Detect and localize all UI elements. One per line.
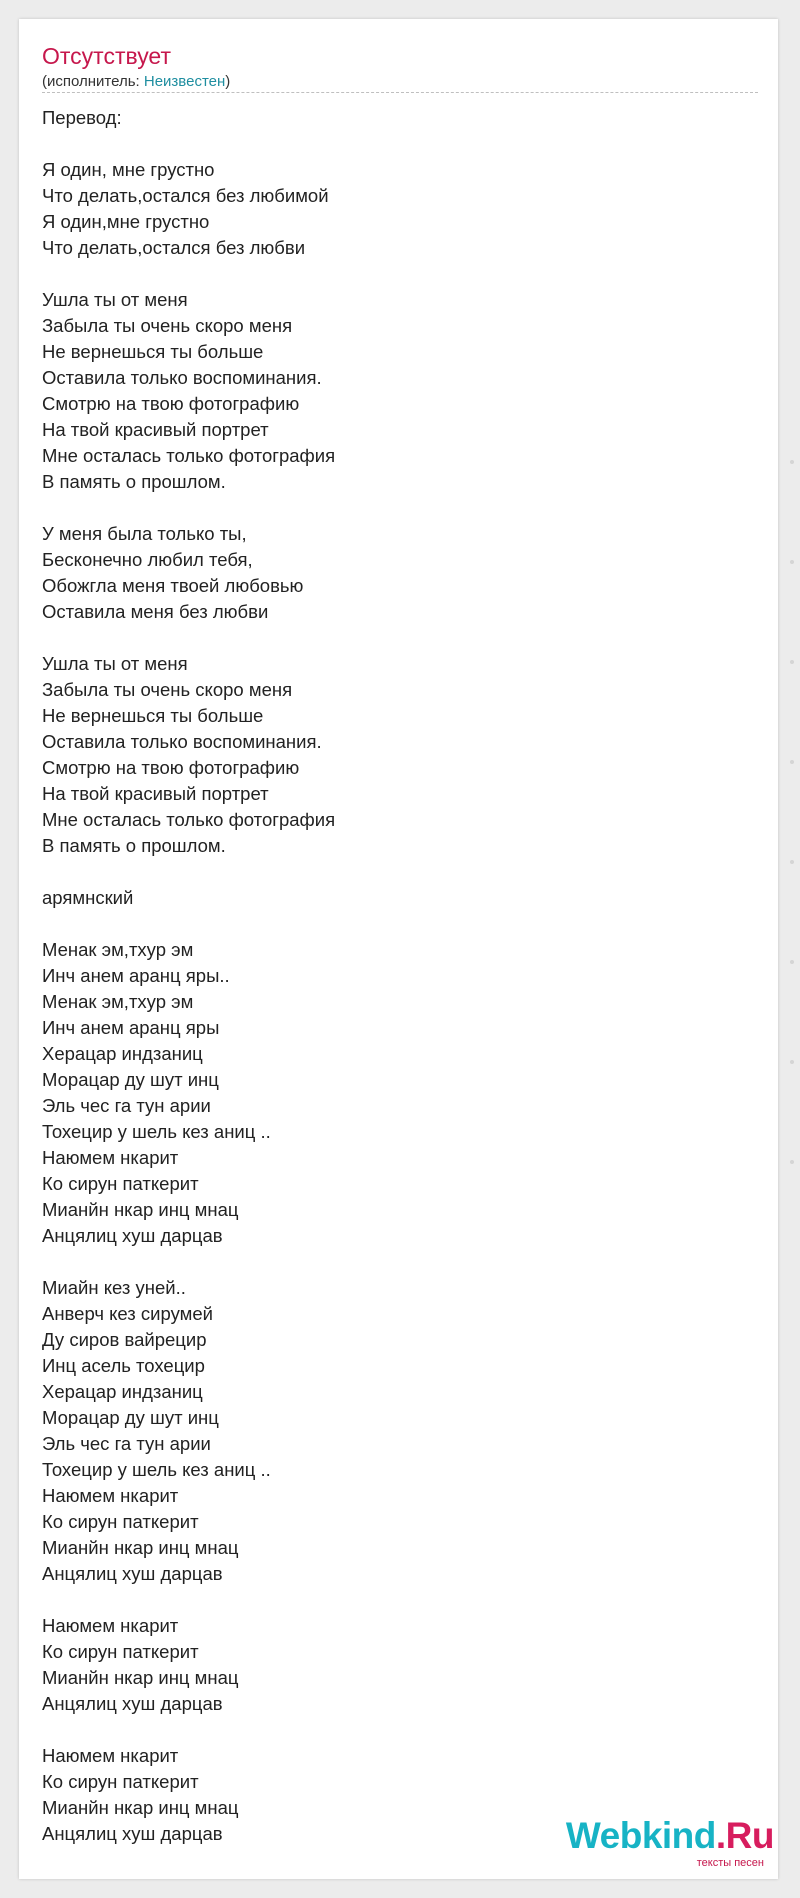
lyrics-text <box>42 105 742 1847</box>
lyric-line <box>42 911 742 937</box>
lyric-line: Наюмем нкарит <box>42 1485 179 1506</box>
lyric-line: Оставила только воспоминания. <box>42 367 322 388</box>
lyric-line: Ко сирун паткерит <box>42 1173 199 1194</box>
lyric-line: Анверч кез сирумей <box>42 1303 213 1324</box>
lyric-line: Мианйн нкар инц мнац <box>42 1667 239 1688</box>
lyric-line: Я один, мне грустно <box>42 159 215 180</box>
lyric-line: Смотрю на твою фотографию <box>42 757 300 778</box>
lyric-line: Тохецир у шель кез аниц .. <box>42 1459 271 1480</box>
lyric-line: Ко сирун паткерит <box>42 1511 199 1532</box>
lyric-line: Я один,мне грустно <box>42 211 210 232</box>
lyric-line: арямнский <box>42 887 134 908</box>
lyric-line: Ко сирун паткерит <box>42 1771 199 1792</box>
lyric-line: Анцялиц хуш дарцав <box>42 1693 223 1714</box>
lyric-line: Наюмем нкарит <box>42 1745 179 1766</box>
lyric-line: Мианйн нкар инц мнац <box>42 1797 239 1818</box>
lyric-line: Инц асель тохецир <box>42 1355 205 1376</box>
lyric-line <box>42 261 742 287</box>
lyric-line: Не вернешься ты больше <box>42 341 264 362</box>
lyric-line: Херацар индзаниц <box>42 1043 203 1064</box>
lyric-line: Морацар ду шут инц <box>42 1407 219 1428</box>
lyric-line <box>42 131 742 157</box>
lyric-line: Забыла ты очень скоро меня <box>42 679 293 700</box>
lyric-line <box>42 625 742 651</box>
lyric-line: Морацар ду шут инц <box>42 1069 219 1090</box>
artist-link[interactable]: Неизвестен <box>143 73 226 90</box>
logo-main-text: Webkind <box>565 1815 716 1856</box>
lyric-line: Херацар индзаниц <box>42 1381 203 1402</box>
lyric-line: Мианйн нкар инц мнац <box>42 1199 239 1220</box>
lyric-line: На твой красивый портрет <box>42 783 269 804</box>
lyric-line: Наюмем нкарит <box>42 1147 179 1168</box>
lyric-line: Бесконечно любил тебя, <box>42 549 253 570</box>
lyric-line: Наюмем нкарит <box>42 1615 179 1636</box>
lyric-line: У меня была только ты, <box>42 523 247 544</box>
lyric-line: Инч анем аранц яры.. <box>42 965 230 986</box>
lyric-line: Мне осталась только фотография <box>42 445 336 466</box>
lyric-line <box>42 495 742 521</box>
lyric-line: Перевод: <box>42 107 122 128</box>
lyric-line: Оставила только воспоминания. <box>42 731 322 752</box>
artist-prefix: (исполнитель: <box>42 73 144 90</box>
lyric-line: Мианйн нкар инц мнац <box>42 1537 239 1558</box>
lyric-line: Что делать,остался без любимой <box>42 185 329 206</box>
logo-suffix-text: .Ru <box>715 1815 774 1856</box>
lyric-line: Менак эм,тхур эм <box>42 991 194 1012</box>
lyric-line: Забыла ты очень скоро меня <box>42 315 293 336</box>
lyric-line <box>42 859 742 885</box>
artist-suffix: ) <box>225 73 231 90</box>
site-logo[interactable] <box>565 1814 774 1878</box>
lyric-line: На твой красивый портрет <box>42 419 269 440</box>
lyric-line: Мне осталась только фотография <box>42 809 336 830</box>
lyric-line: Оставила меня без любви <box>42 601 269 622</box>
lyric-line: Менак эм,тхур эм <box>42 939 194 960</box>
artist-line <box>42 72 230 91</box>
side-decoration <box>786 460 798 1260</box>
lyric-line: Ушла ты от меня <box>42 653 188 674</box>
lyric-line: Тохецир у шель кез аниц .. <box>42 1121 271 1142</box>
lyric-line: Ушла ты от меня <box>42 289 188 310</box>
lyric-line: Не вернешься ты больше <box>42 705 264 726</box>
lyric-line: Анцялиц хуш дарцав <box>42 1563 223 1584</box>
lyric-line <box>42 1717 742 1743</box>
lyric-line: В память о прошлом. <box>42 835 226 856</box>
lyric-line <box>42 1249 742 1275</box>
lyric-line: Эль чес га тун арии <box>42 1433 211 1454</box>
lyric-line: Анцялиц хуш дарцав <box>42 1823 223 1844</box>
lyric-line: Эль чес га тун арии <box>42 1095 211 1116</box>
lyric-line: Что делать,остался без любви <box>42 237 306 258</box>
lyric-line: Обожгла меня твоей любовью <box>42 575 304 596</box>
lyric-line <box>42 1587 742 1613</box>
lyric-line: Ко сирун паткерит <box>42 1641 199 1662</box>
lyric-line: Смотрю на твою фотографию <box>42 393 300 414</box>
title-divider <box>42 92 758 93</box>
lyric-line: В память о прошлом. <box>42 471 226 492</box>
lyric-line: Анцялиц хуш дарцав <box>42 1225 223 1246</box>
lyric-line: Инч анем аранц яры <box>42 1017 220 1038</box>
lyric-line: Ду сиров вайрецир <box>42 1329 207 1350</box>
logo-tagline: тексты песен <box>696 1857 764 1869</box>
lyric-line: Миайн кез уней.. <box>42 1277 186 1298</box>
song-title: Отсутствует <box>42 43 171 69</box>
